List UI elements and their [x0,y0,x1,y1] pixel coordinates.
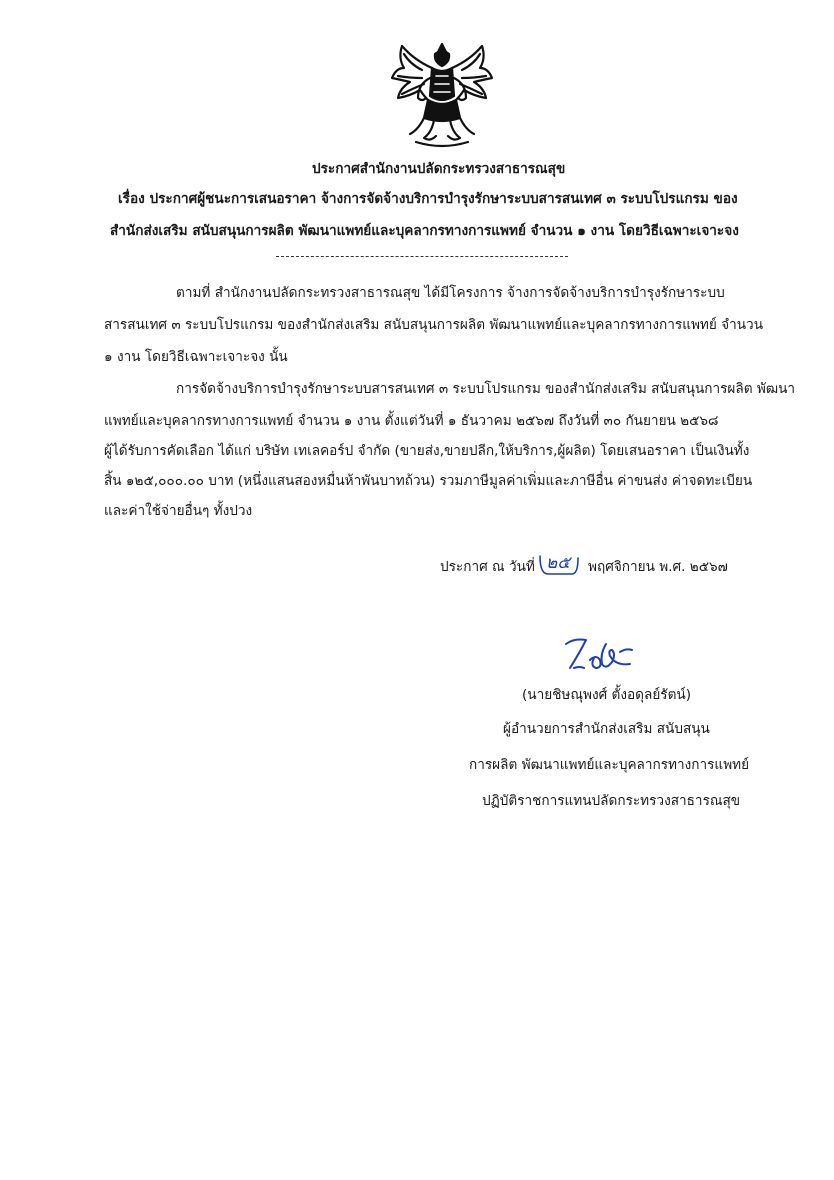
signatory-name: (นายชิษณุพงศ์ ตั้งอดุลย์รัตน์) [522,687,692,703]
paragraph-1-line-1: ตามที่ สำนักงานปลัดกระทรวงสาธารณสุข ได้มีโครงการ จ้างการจัดจ้างบริการบำรุงรักษาระบบ [176,285,725,301]
subject-line-2: สำนักส่งเสริม สนับสนุนการผลิต พัฒนาแพทย์และบุคลากรทางการแพทย์ จำนวน ๑ งาน โดยวิธีเฉพาะเจาะจง [110,223,739,239]
signatory-position-3: ปฏิบัติราชการแทนปลัดกระทรวงสาธารณสุข [482,793,741,809]
announce-suffix: พฤศจิกายน พ.ศ. ๒๕๖๗ [588,559,728,575]
document-title: ประกาศสำนักงานปลัดกระทรวงสาธารณสุข [312,161,566,177]
signatory-position-2: การผลิต พัฒนาแพทย์และบุคลากรทางการแพทย์ [469,757,750,773]
announce-prefix: ประกาศ ณ วันที่ [440,559,535,575]
paragraph-1-line-3: ๑ งาน โดยวิธีเฉพาะเจาะจง นั้น [104,349,288,365]
paragraph-2-line-4: สิ้น ๑๒๕,๐๐๐.๐๐ บาท (หนึ่งแสนสองหมื่นห้าพันบาทถ้วน) รวมภาษีมูลค่าเพิ่มและภาษีอื่น ค่าขนส่ง ค่าจดทะเบียน [104,473,753,489]
paragraph-2-line-3: ผู้ได้รับการคัดเลือก ได้แก่ บริษัท เทเลคอร์ป จำกัด (ขายส่ง,ขายปลีก,ให้บริการ,ผู้ผลิต) โดยเสนอราคา เป็นเงินทั้ง [104,443,750,459]
paragraph-2-line-5: และค่าใช้จ่ายอื่นๆ ทั้งปวง [104,503,253,519]
announce-day: ๒๕ [546,553,571,573]
garuda-emblem-icon [388,38,496,150]
paragraph-2-line-1: การจัดจ้างบริการบำรุงรักษาระบบสารสนเทศ ๓ ระบบโปรแกรม ของสำนักส่งเสริม สนับสนุนการผลิต พัฒนา [176,381,796,397]
signatory-position-1: ผู้อำนวยการสำนักส่งเสริม สนับสนุน [503,721,710,737]
paragraph-2-line-2: แพทย์และบุคลากรทางการแพทย์ จำนวน ๑ งาน ตั้งแต่วันที่ ๑ ธันวาคม ๒๕๖๗ ถึงวันที่ ๓๐ กันยายน ๒๕๖๘ [104,413,719,429]
paragraph-1-line-2: สารสนเทศ ๓ ระบบโปรแกรม ของสำนักส่งเสริม สนับสนุนการผลิต พัฒนาแพทย์และบุคลากรทางการแพทย์ จำนวน [104,317,763,333]
separator-line [276,256,568,257]
handwritten-signature [560,630,638,678]
subject-line-1: เรื่อง ประกาศผู้ชนะการเสนอราคา จ้างการจัดจ้างบริการบำรุงรักษาระบบสารสนเทศ ๓ ระบบโปรแกรม ของ [118,191,738,207]
